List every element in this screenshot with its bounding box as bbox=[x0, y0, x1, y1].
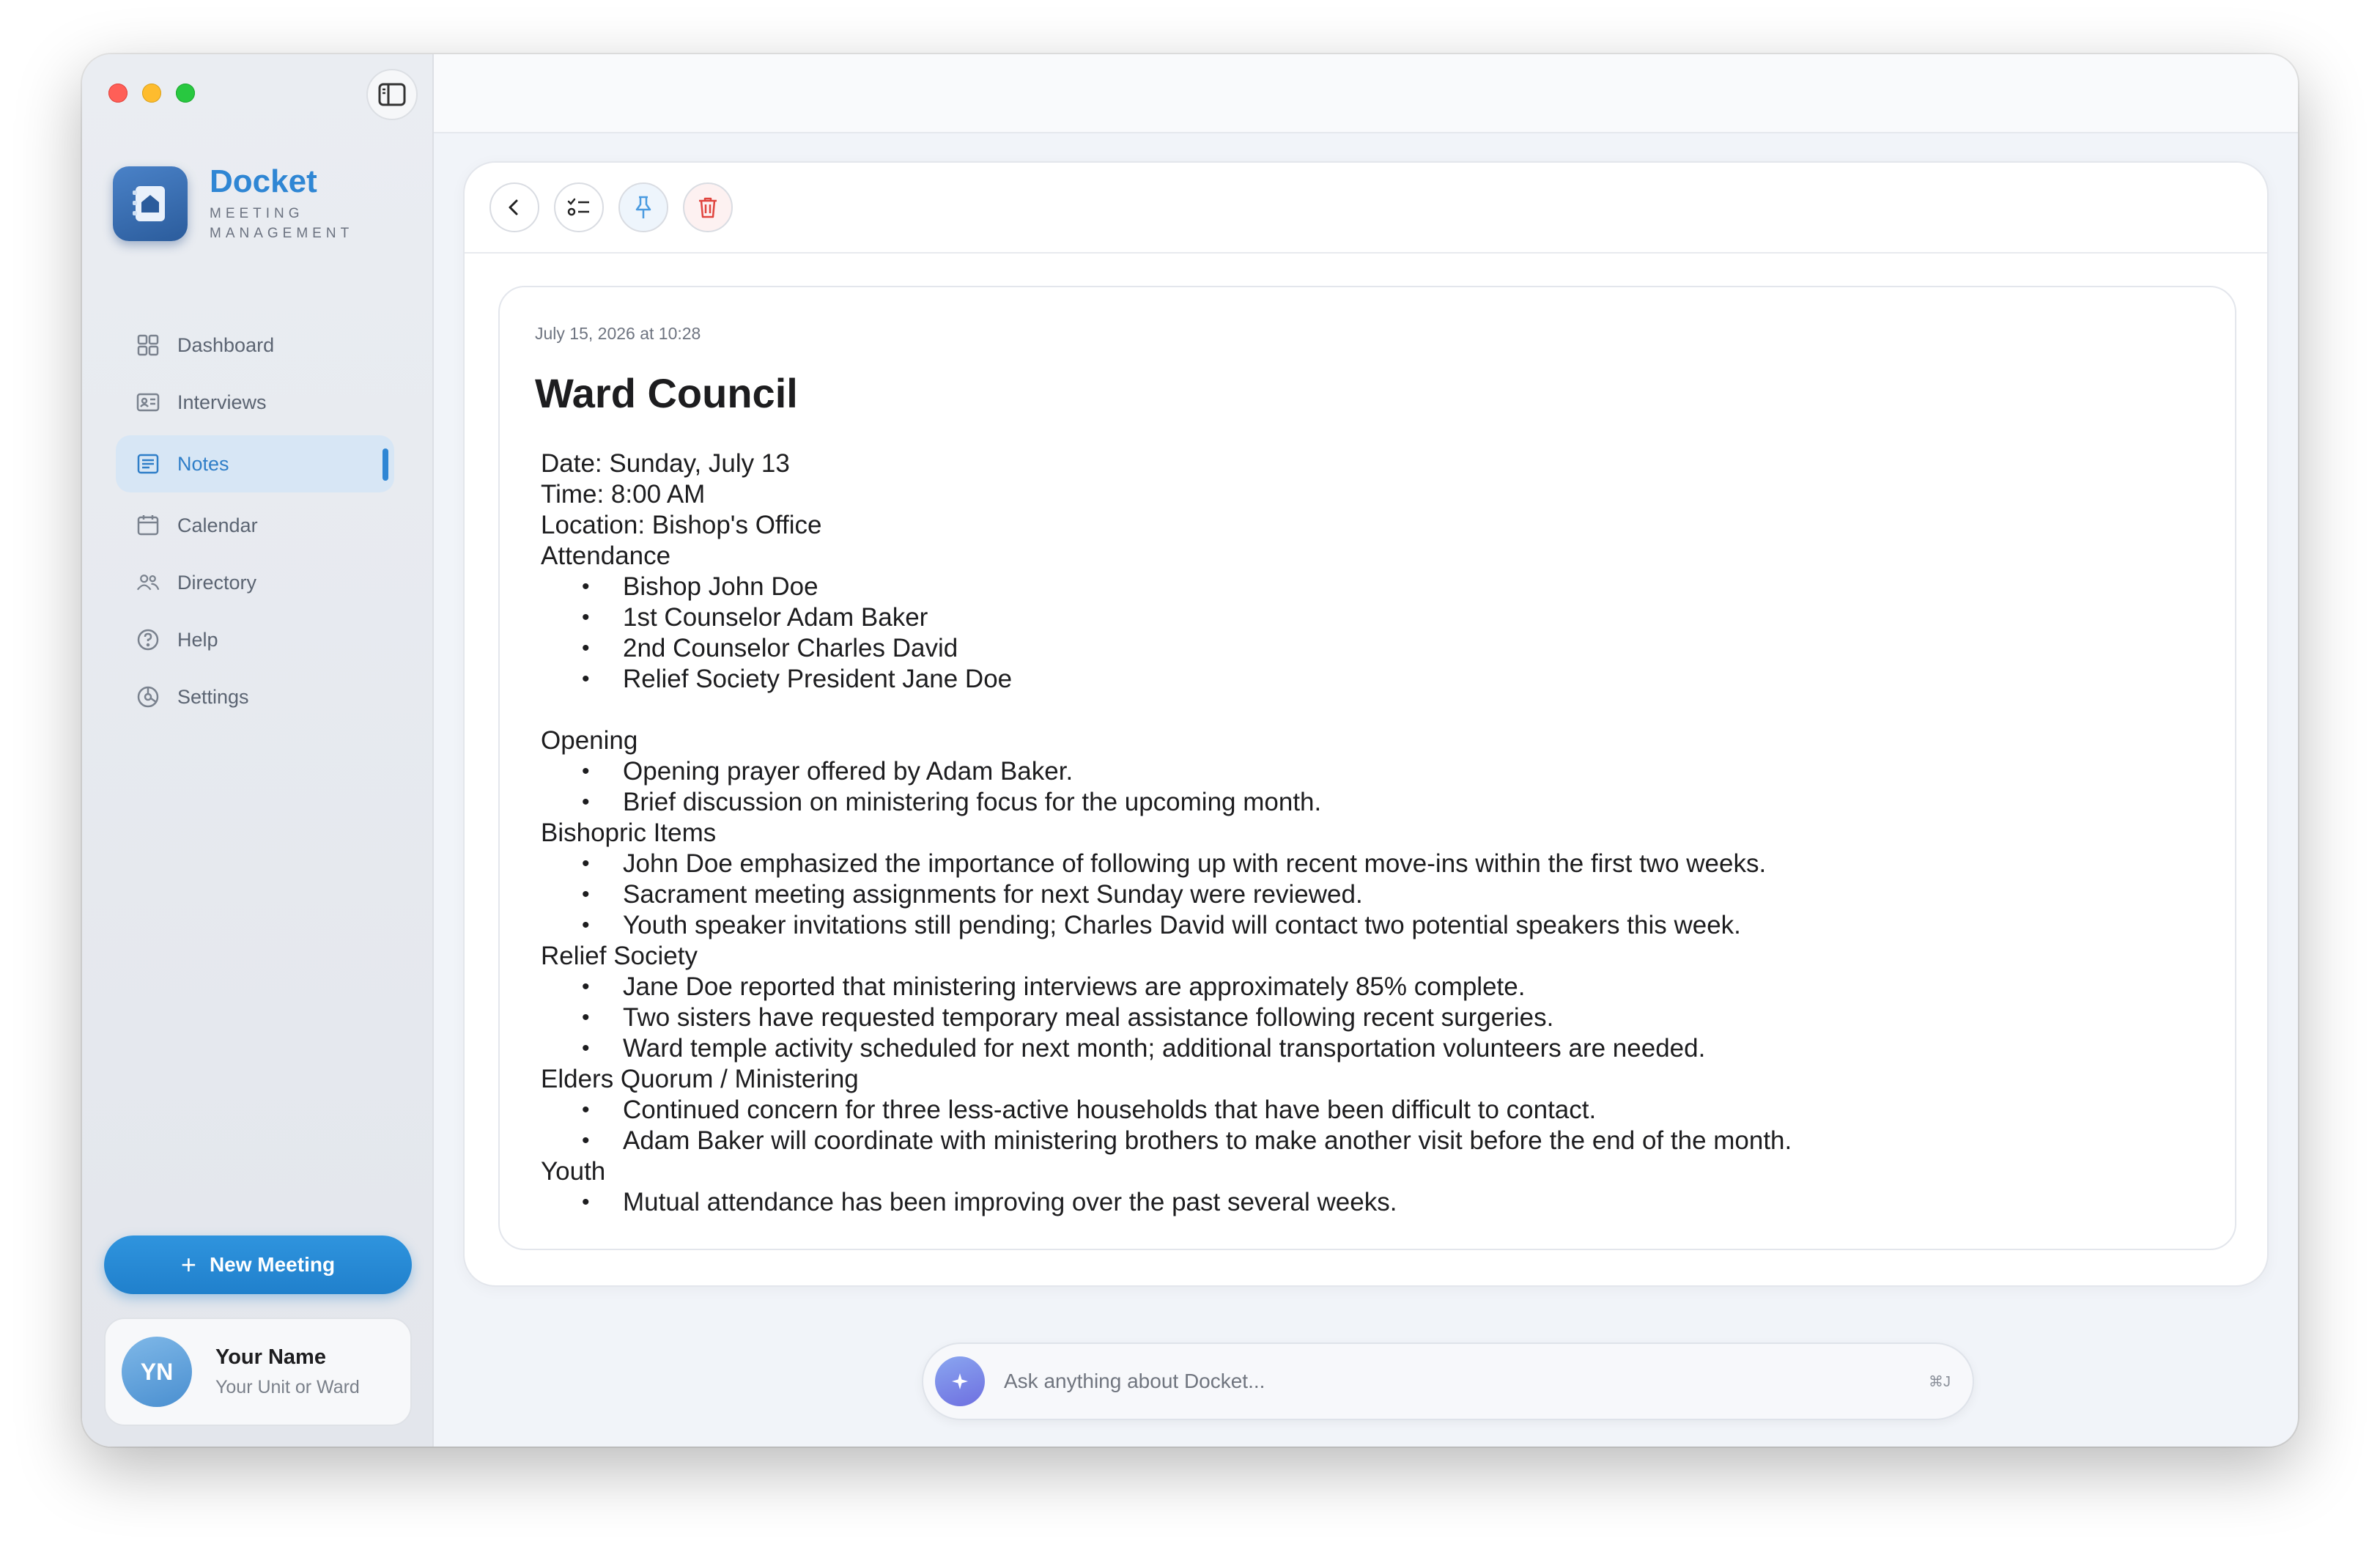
sidebar-item-label: Interviews bbox=[177, 391, 267, 413]
sidebar-item-calendar[interactable] bbox=[116, 497, 394, 554]
calendar-icon bbox=[136, 514, 160, 537]
sidebar-nav bbox=[116, 317, 394, 725]
section-heading: Youth bbox=[541, 1157, 606, 1186]
list-item: • Youth speaker invitations still pending; Charles David will contact two potential speakers this week. bbox=[541, 910, 2206, 941]
minimize-window-button[interactable] bbox=[142, 84, 161, 103]
list-item: • Bishop John Doe bbox=[541, 572, 2206, 602]
list-item: • 1st Counselor Adam Baker bbox=[541, 602, 2206, 633]
sidebar-item-notes[interactable] bbox=[116, 435, 394, 492]
list-item: • Continued concern for three less-active households that have been difficult to contact. bbox=[541, 1095, 2206, 1126]
app-window bbox=[82, 54, 2298, 1447]
list-item: • Brief discussion on ministering focus for the upcoming month. bbox=[541, 787, 2206, 818]
list-item: • Opening prayer offered by Adam Baker. bbox=[541, 756, 2206, 787]
sidebar-item-label: Settings bbox=[177, 685, 249, 708]
sidebar-item-label: Help bbox=[177, 628, 218, 651]
blank-line bbox=[541, 695, 2206, 725]
sidebar-item-help[interactable] bbox=[116, 611, 394, 668]
list-item: • Mutual attendance has been improving over the past several weeks. bbox=[541, 1187, 2206, 1218]
ask-assistant-bar[interactable] bbox=[922, 1342, 1974, 1420]
ask-input[interactable]: Ask anything about Docket... bbox=[1004, 1370, 1265, 1392]
sparkle-icon bbox=[935, 1356, 985, 1406]
notes-icon bbox=[136, 452, 160, 476]
sidebar-item-dashboard[interactable] bbox=[116, 317, 394, 374]
list-item: • Sacrament meeting assignments for next Sunday were reviewed. bbox=[541, 879, 2206, 910]
app-subtitle: MEETING MANAGEMENT bbox=[210, 206, 354, 241]
list-item: • Relief Society President Jane Doe bbox=[541, 664, 2206, 695]
new-meeting-label: New Meeting bbox=[209, 1253, 336, 1276]
section-list bbox=[541, 1095, 2206, 1156]
people-icon bbox=[136, 571, 160, 594]
note-date-line: Date: Sunday, July 13 bbox=[541, 449, 790, 478]
sidebar bbox=[82, 54, 434, 1447]
sidebar-toggle-icon bbox=[378, 83, 406, 106]
user-profile-card[interactable] bbox=[104, 1318, 412, 1426]
brand bbox=[113, 164, 356, 243]
note-location-line: Location: Bishop's Office bbox=[541, 511, 822, 539]
section-heading: Elders Quorum / Ministering bbox=[541, 1065, 859, 1093]
list-item: • Adam Baker will coordinate with ministering brothers to make another visit before the end of the month. bbox=[541, 1126, 2206, 1156]
title-bar bbox=[434, 54, 2298, 133]
list-item: • 2nd Counselor Charles David bbox=[541, 633, 2206, 664]
section-list bbox=[541, 1187, 2206, 1218]
main-content bbox=[434, 54, 2298, 1447]
note-time-line: Time: 8:00 AM bbox=[541, 480, 706, 509]
list-item: • Ward temple activity scheduled for next month; additional transportation volunteers are needed. bbox=[541, 1033, 2206, 1064]
section-list bbox=[541, 972, 2206, 1064]
keyboard-shortcut-hint: ⌘J bbox=[1929, 1373, 1951, 1390]
note-body-editor[interactable] bbox=[541, 448, 2206, 1219]
list-item: • Two sisters have requested temporary meal assistance following recent surgeries. bbox=[541, 1002, 2206, 1033]
dashboard-grid-icon bbox=[136, 333, 160, 357]
note-timestamp: July 15, 2026 at 10:28 bbox=[535, 324, 701, 343]
window-controls bbox=[108, 84, 195, 103]
note-panel bbox=[463, 161, 2269, 1287]
avatar: YN bbox=[122, 1337, 192, 1407]
zoom-window-button[interactable] bbox=[176, 84, 195, 103]
question-circle-icon bbox=[136, 628, 160, 651]
list-item: • Jane Doe reported that ministering interviews are approximately 85% complete. bbox=[541, 972, 2206, 1002]
note-title[interactable]: Ward Council bbox=[535, 370, 798, 416]
sidebar-item-label: Dashboard bbox=[177, 333, 275, 356]
app-name: Docket bbox=[210, 163, 317, 199]
sidebar-item-label: Directory bbox=[177, 571, 257, 594]
section-list bbox=[541, 756, 2206, 818]
attendance-heading: Attendance bbox=[541, 542, 671, 570]
pin-icon bbox=[632, 195, 654, 220]
sidebar-toggle-button[interactable] bbox=[366, 69, 418, 120]
section-heading: Opening bbox=[541, 726, 638, 755]
user-name: Your Name bbox=[215, 1345, 326, 1369]
user-unit: Your Unit or Ward bbox=[215, 1377, 360, 1397]
back-icon bbox=[505, 198, 524, 217]
checklist-icon bbox=[566, 196, 591, 218]
sidebar-item-label: Notes bbox=[177, 452, 229, 475]
pin-button[interactable] bbox=[618, 182, 668, 232]
back-button[interactable] bbox=[489, 182, 539, 232]
sidebar-item-interviews[interactable] bbox=[116, 374, 394, 431]
note-toolbar bbox=[465, 163, 2267, 254]
new-meeting-button[interactable] bbox=[104, 1235, 412, 1294]
trash-icon bbox=[697, 196, 719, 219]
section-heading: Relief Society bbox=[541, 942, 698, 970]
section-list bbox=[541, 849, 2206, 941]
gear-icon bbox=[136, 685, 160, 709]
sidebar-item-settings[interactable] bbox=[116, 668, 394, 725]
id-card-icon bbox=[136, 391, 160, 414]
checklist-button[interactable] bbox=[554, 182, 604, 232]
list-item: • John Doe emphasized the importance of following up with recent move-ins within the first two weeks. bbox=[541, 849, 2206, 879]
sidebar-item-directory[interactable] bbox=[116, 554, 394, 611]
docket-logo-icon bbox=[113, 166, 188, 241]
delete-button[interactable] bbox=[683, 182, 733, 232]
note-card bbox=[498, 286, 2236, 1250]
sidebar-item-label: Calendar bbox=[177, 514, 258, 536]
close-window-button[interactable] bbox=[108, 84, 128, 103]
attendance-list bbox=[541, 572, 2206, 695]
plus-icon: + bbox=[180, 1249, 196, 1279]
section-heading: Bishopric Items bbox=[541, 819, 717, 847]
